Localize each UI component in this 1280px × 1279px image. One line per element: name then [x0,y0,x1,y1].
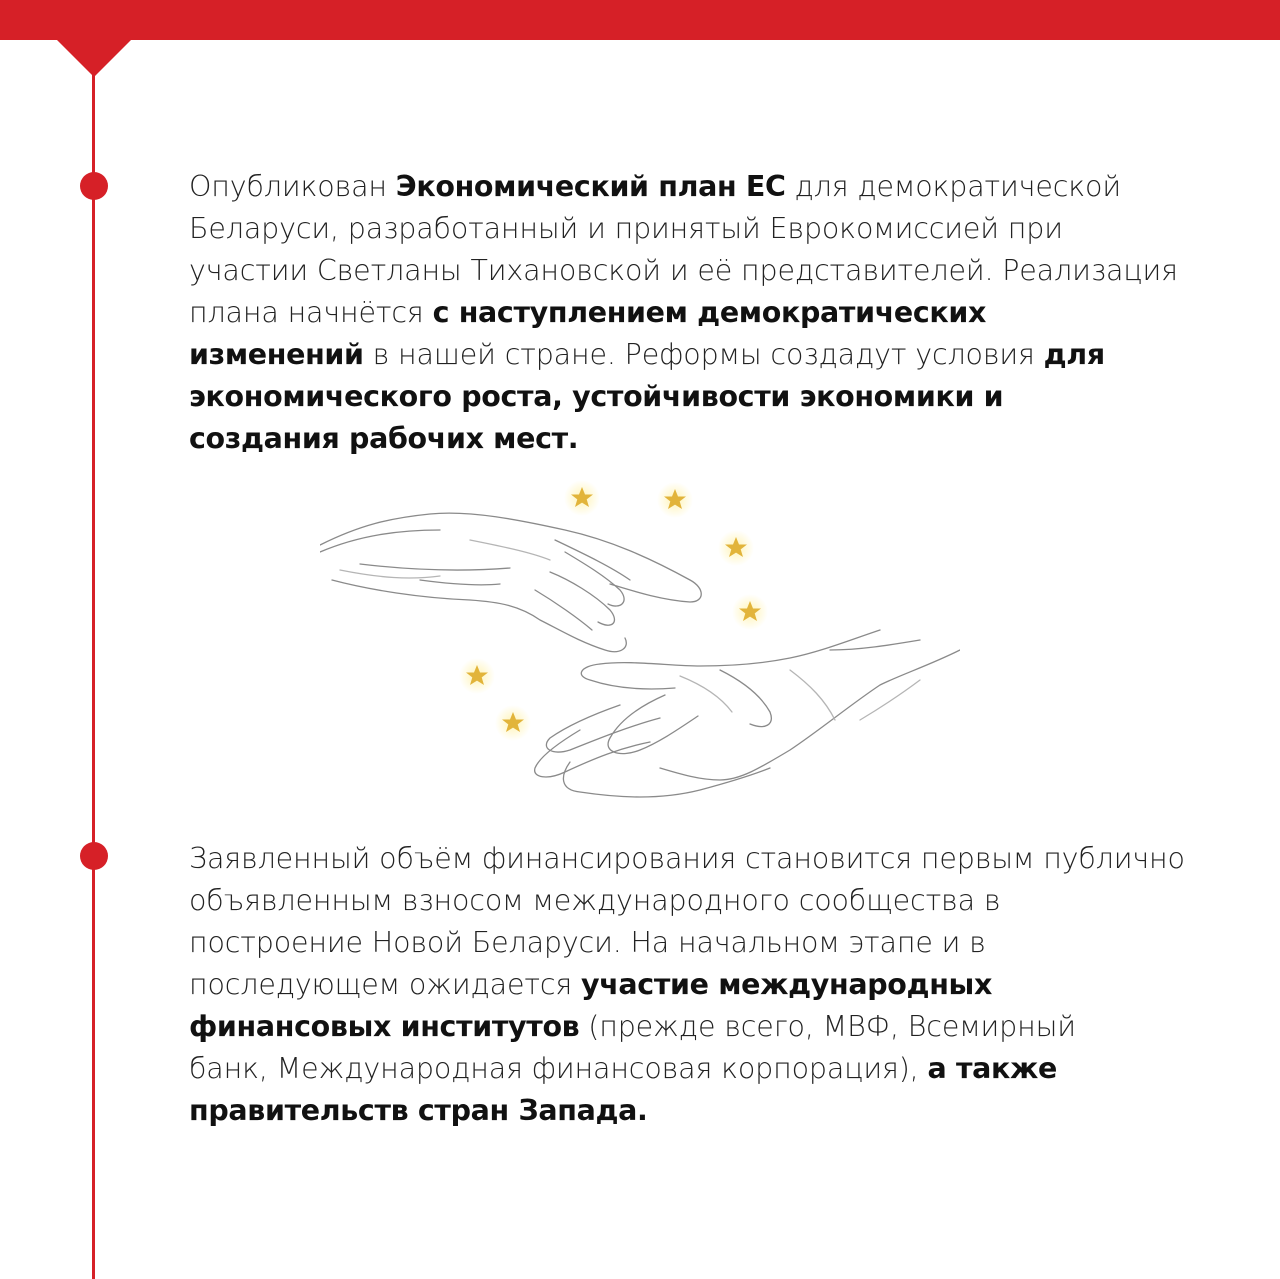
text-line [189,376,1199,418]
text-line [189,1090,1199,1132]
paragraph-funding-volume [189,838,1199,1132]
text-line [189,292,1199,334]
lower-hand-sketch [535,630,960,797]
hands-with-stars-illustration [320,480,960,830]
bold-text: а также [927,1052,1058,1085]
bold-text: экономического роста, устойчивости экономики и [189,380,1004,413]
text-line [189,922,1199,964]
bold-text: для [1043,338,1105,371]
bold-text: изменений [189,338,364,371]
upper-hand-sketch [320,513,701,652]
timeline-dot-2 [80,842,108,870]
text-line [189,418,1199,460]
text-run: плана начнётся [189,296,433,329]
text-run: Опубликован [189,170,396,203]
text-line [189,250,1199,292]
text-line [189,1048,1199,1090]
paragraph-eu-economic-plan [189,166,1199,460]
text-run: последующем ожидается [189,968,581,1001]
text-run: объявленным взносом международного сообщества в [189,884,1001,917]
text-line [189,1006,1199,1048]
text-line [189,964,1199,1006]
text-run: участии Светланы Тихановской и её представителей. Реализация [189,254,1178,287]
bold-text: участие международных [580,968,992,1001]
text-run: (прежде всего, МВФ, Всемирный [579,1010,1076,1043]
text-line [189,838,1199,880]
text-run: в нашей стране. Реформы создадут условия [363,338,1044,371]
text-line [189,208,1199,250]
text-line [189,334,1199,376]
text-line [189,880,1199,922]
text-run: построение Новой Беларуси. На начальном этапе и в [189,926,986,959]
bold-text: Экономический план ЕС [395,170,786,203]
text-line [189,166,1199,208]
bold-text: правительств стран Запада. [189,1094,648,1127]
text-run: Беларуси, разработанный и принятый Еврокомиссией при [189,212,1063,245]
stars-group [459,480,768,741]
text-run: Заявленный объём финансирования становится первым публично [189,842,1185,875]
bold-text: финансовых институтов [189,1010,580,1043]
bold-text: с наступлением демократических [432,296,987,329]
top-red-bar [0,0,1280,40]
bold-text: создания рабочих мест. [189,422,579,455]
timeline-line [92,40,95,1279]
text-run: банк, Международная финансовая корпорация), [189,1052,928,1085]
text-run: для демократической [785,170,1121,203]
timeline-dot-1 [80,172,108,200]
